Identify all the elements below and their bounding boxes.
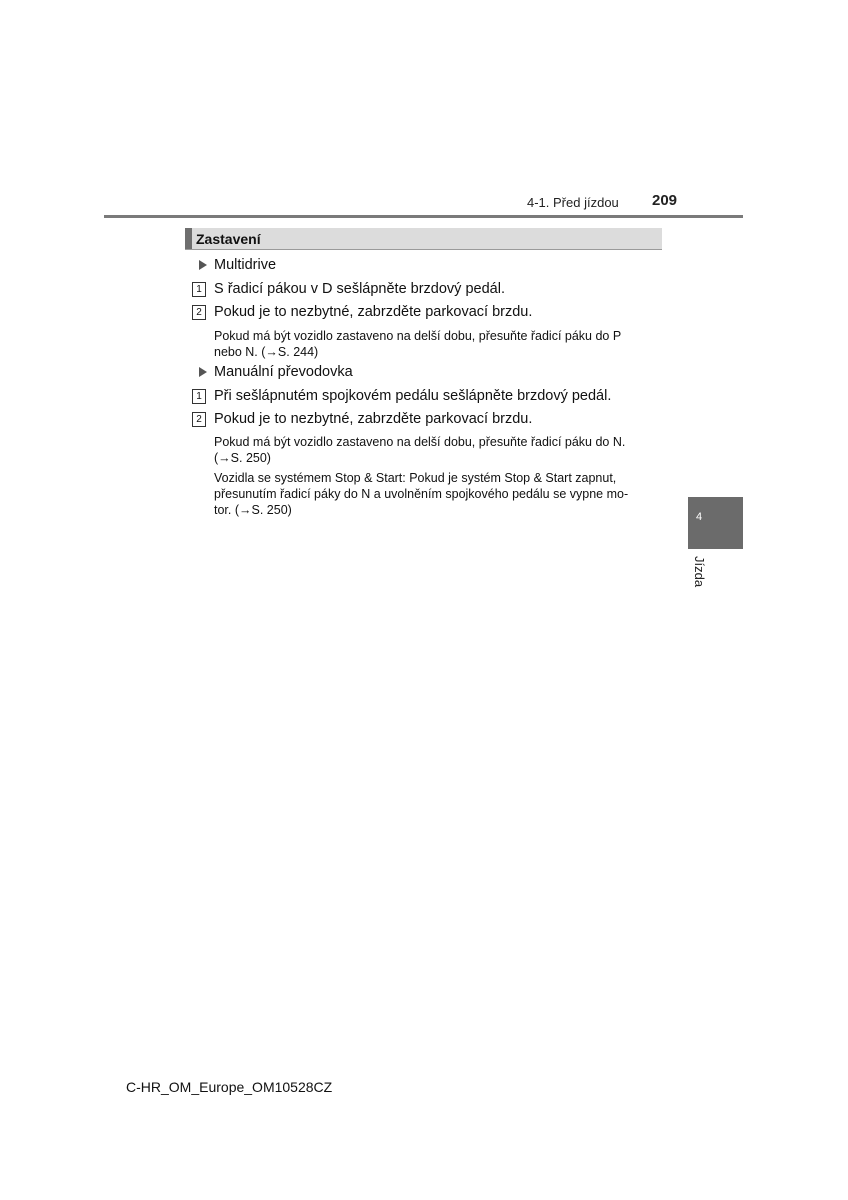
triangle-bullet-icon [199, 260, 207, 270]
section-heading-bar [185, 228, 662, 250]
chapter-number: 4 [696, 511, 703, 523]
manual-note-1-line-1: Pokud má být vozidlo zastaveno na delší dobu, přesuňte řadicí páku do N. [214, 435, 626, 449]
manual-heading: Manuální převodovka [214, 364, 353, 380]
multidrive-note-line-2: nebo N. (→S. 244) [214, 345, 319, 359]
step-number-box: 1 [192, 282, 206, 297]
chapter-tab [688, 497, 743, 549]
chapter-label: Jízda [692, 556, 707, 588]
step-number-box: 1 [192, 389, 206, 404]
header-divider [104, 215, 743, 218]
multidrive-heading: Multidrive [214, 257, 277, 273]
multidrive-step-1: S řadicí pákou v D sešlápněte brzdový pedál. [214, 281, 505, 297]
multidrive-note [214, 328, 660, 360]
manual-note-2-line-2: přesunutím řadicí páky do N a uvolněním spojkového pedálu se vypne mo- [214, 487, 629, 501]
header-section-title: 4-1. Před jízdou [527, 195, 619, 210]
triangle-bullet-icon [199, 367, 207, 377]
manual-note-2-line-1: Vozidla se systémem Stop & Start: Pokud je systém Stop & Start zapnut, [214, 471, 617, 485]
manual-note-2 [214, 470, 660, 518]
manual-note-1-line-2: (→S. 250) [214, 451, 271, 465]
manual-note-2-line-3: tor. (→S. 250) [214, 503, 292, 517]
section-heading-accent [185, 228, 192, 249]
document-code: C-HR_OM_Europe_OM10528CZ [126, 1079, 333, 1095]
step-number-box: 2 [192, 305, 206, 320]
manual-step-1: Při sešlápnutém spojkovém pedálu sešlápněte brzdový pedál. [214, 388, 612, 404]
manual-note-1 [214, 434, 660, 466]
step-number-box: 2 [192, 412, 206, 427]
multidrive-step-2: Pokud je to nezbytné, zabrzděte parkovací brzdu. [214, 304, 533, 320]
section-title: Zastavení [196, 231, 261, 247]
manual-step-2: Pokud je to nezbytné, zabrzděte parkovací brzdu. [214, 411, 533, 427]
multidrive-note-line-1: Pokud má být vozidlo zastaveno na delší dobu, přesuňte řadicí páku do P [214, 329, 622, 343]
page-number: 209 [652, 192, 678, 209]
